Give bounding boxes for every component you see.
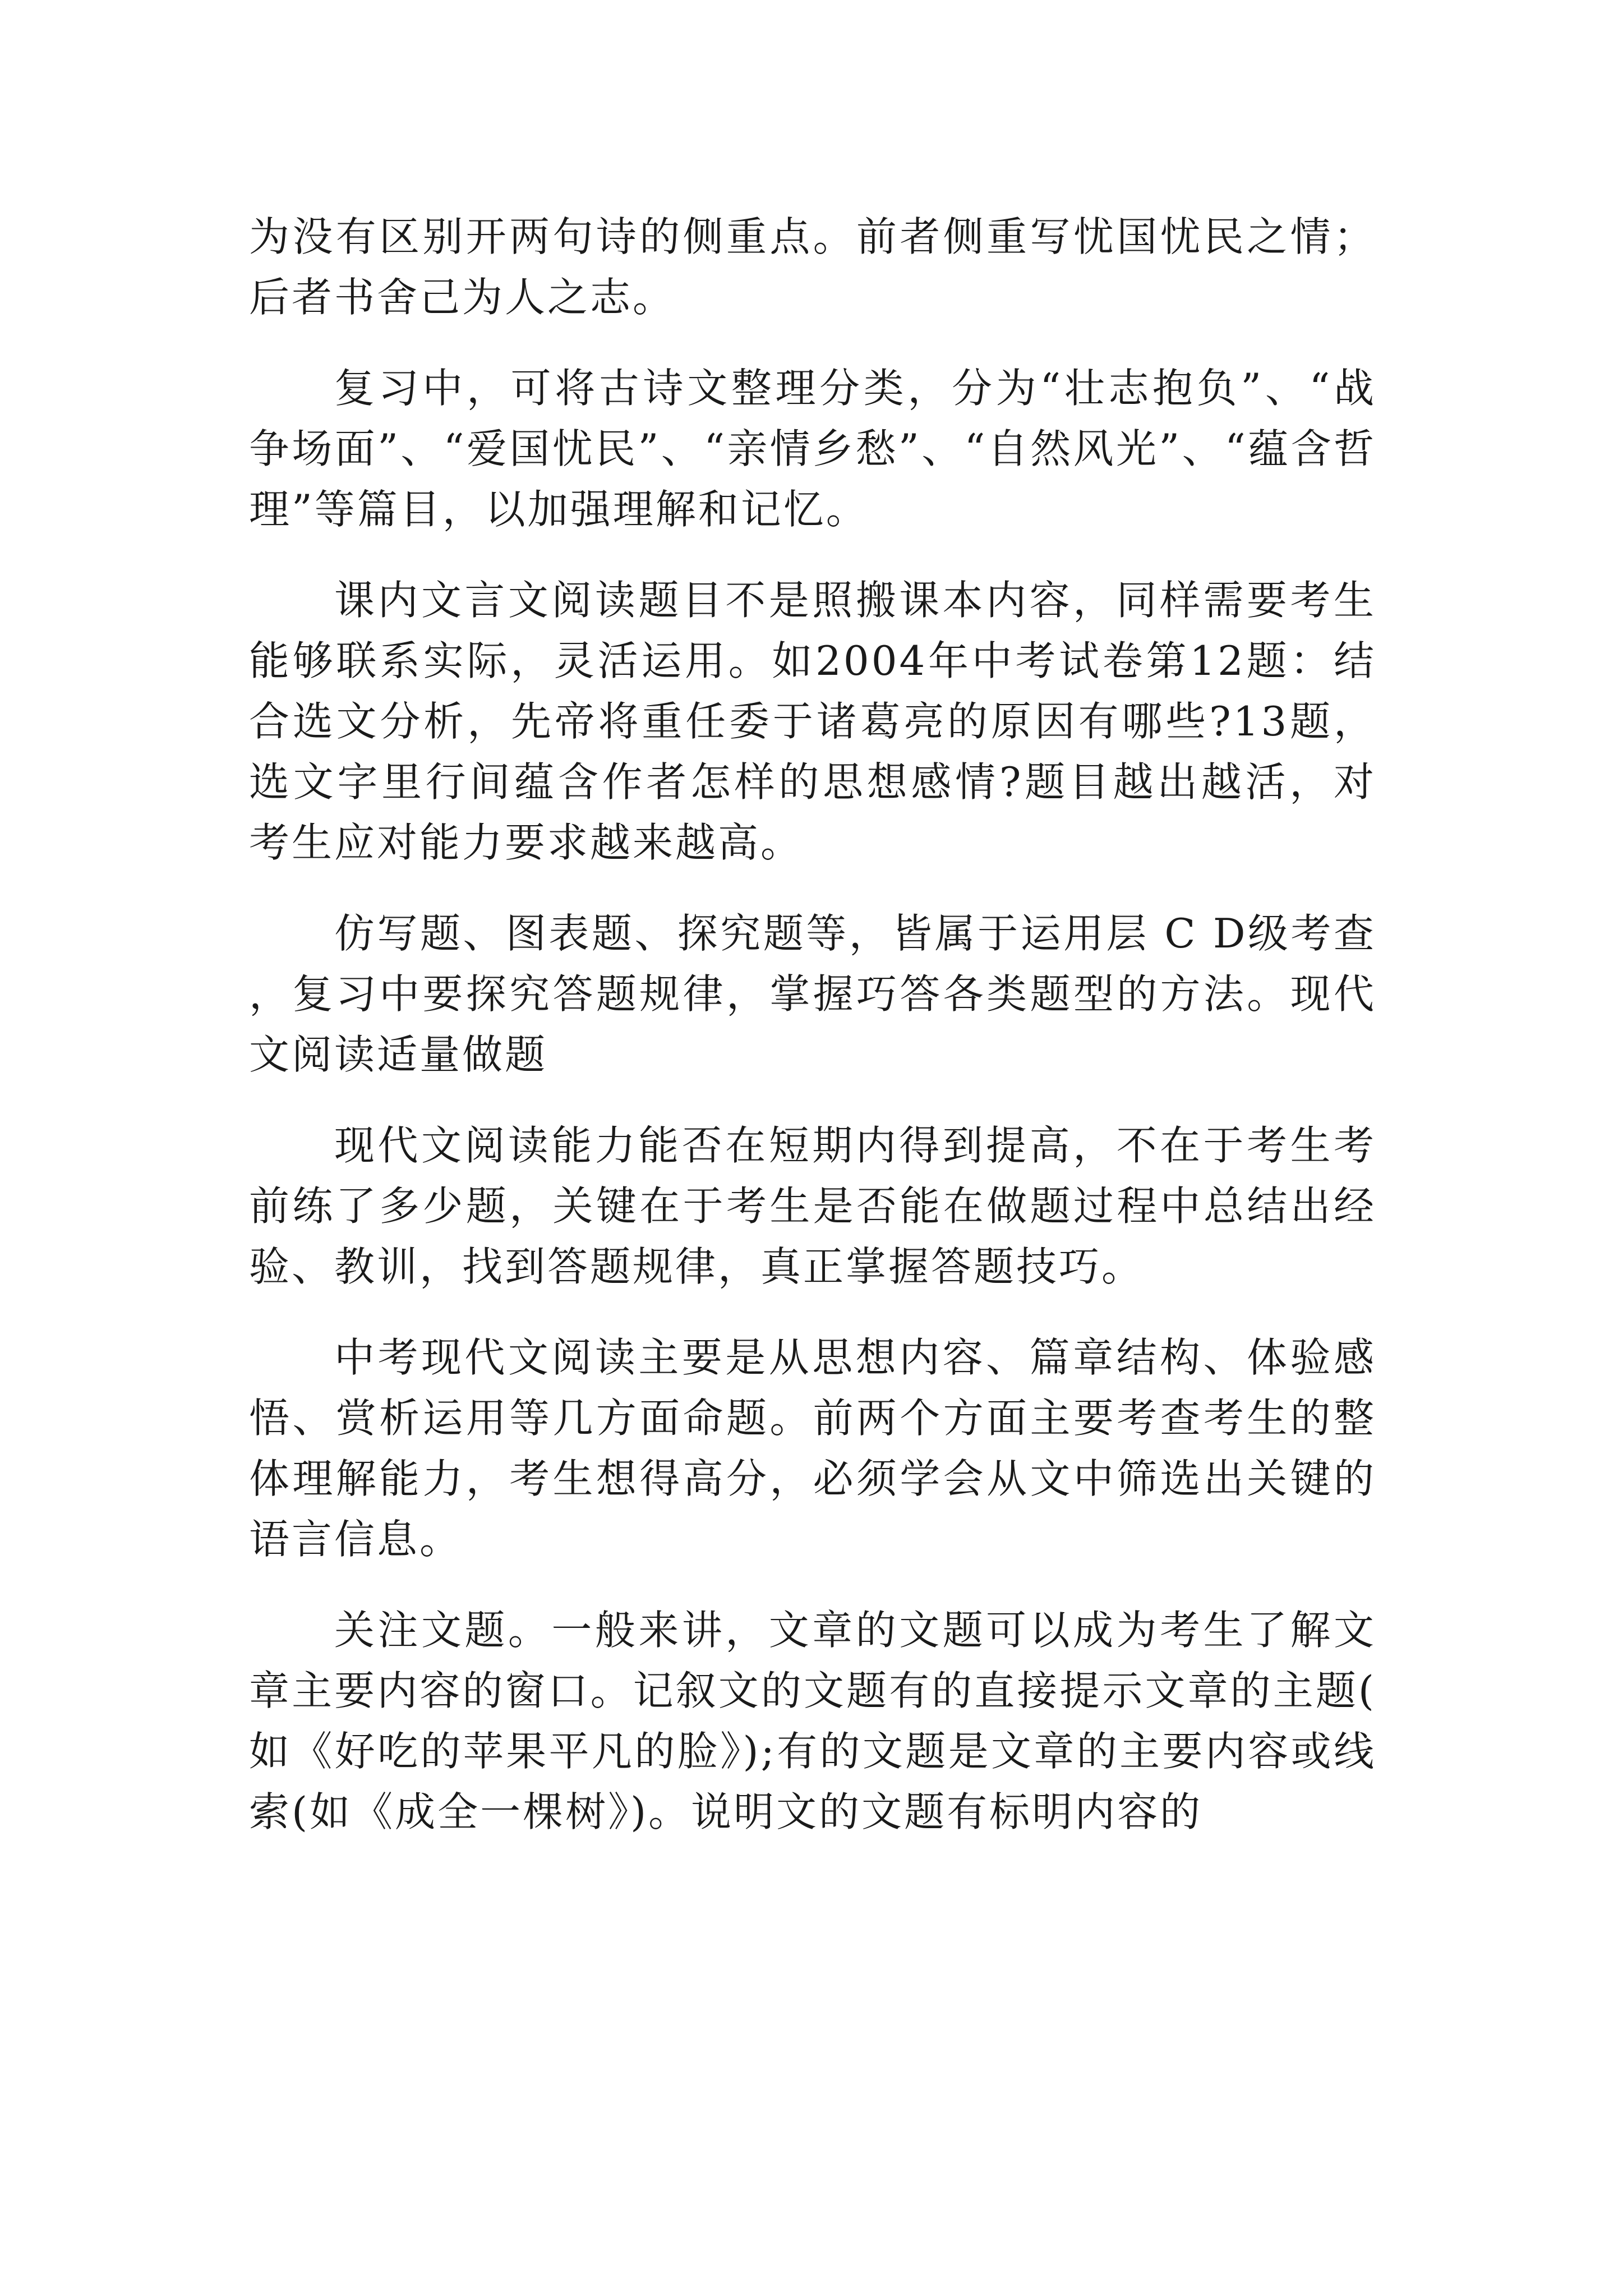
paragraph-1: 为没有区别开两句诗的侧重点。前者侧重写忧国忧民之情；后者书舍己为人之志。 xyxy=(249,213,1376,321)
document-body xyxy=(249,206,1376,1872)
paragraph-2: 复习中，可将古诗文整理分类，分为“壮志抱负”、“战争场面”、“爱国忧民”、“亲情乡愁”、“自然风光”、“蕴含哲理”等篇目，以加强理解和记忆。 xyxy=(249,365,1376,533)
paragraph-6: 中考现代文阅读主要是从思想内容、篇章结构、体验感悟、赏析运用等几方面命题。前两个方面主要考查考生的整体理解能力，考生想得高分，必须学会从文中筛选出关键的语言信息。 xyxy=(249,1334,1376,1563)
paragraph-7: 关注文题。一般来讲，文章的文题可以成为考生了解文章主要内容的窗口。记叙文的文题有的直接提示文章的主题(如《好吃的苹果平凡的脸》);有的文题是文章的主要内容或线索(如《成全一棵树》)。说明文的文题有标明内容的 xyxy=(249,1607,1376,1835)
paragraph-4: 仿写题、图表题、探究题等，皆属于运用层 C D级考查，复习中要探究答题规律，掌握巧答各类题型的方法。现代文阅读适量做题 xyxy=(249,910,1376,1078)
paragraph-5: 现代文阅读能力能否在短期内得到提高，不在于考生考前练了多少题，关键在于考生是否能在做题过程中总结出经验、教训，找到答题规律，真正掌握答题技巧。 xyxy=(249,1122,1376,1290)
paragraph-3: 课内文言文阅读题目不是照搬课本内容，同样需要考生能够联系实际，灵活运用。如2004年中考试卷第12题：结合选文分析，先帝将重任委于诸葛亮的原因有哪些?13题，选文字里行间蕴含作者怎样的思想感情?题目越出越活，对考生应对能力要求越来越高。 xyxy=(249,577,1376,866)
